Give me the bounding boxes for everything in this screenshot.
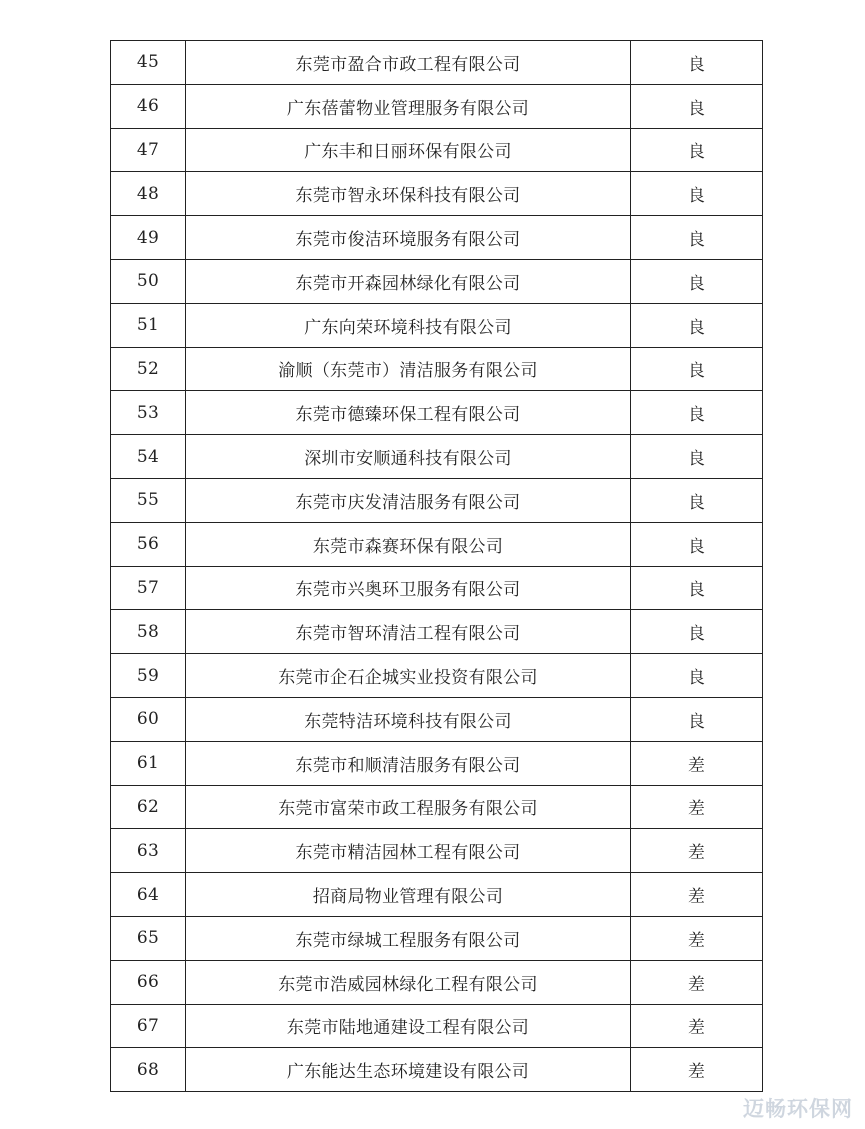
site-watermark: 迈畅环保网 — [743, 1097, 853, 1121]
row-number-cell: 49 — [111, 216, 186, 260]
table-row — [111, 347, 763, 391]
row-number-cell: 48 — [111, 172, 186, 216]
table-row — [111, 785, 763, 829]
company-name-cell: 广东蓓蕾物业管理服务有限公司 — [186, 84, 631, 128]
grade-cell: 良 — [631, 84, 763, 128]
table-row — [111, 960, 763, 1004]
grade-cell: 良 — [631, 697, 763, 741]
company-name-cell: 东莞市陆地通建设工程有限公司 — [186, 1004, 631, 1048]
company-name-cell: 东莞市企石企城实业投资有限公司 — [186, 654, 631, 698]
row-number-cell: 47 — [111, 128, 186, 172]
grade-cell: 良 — [631, 435, 763, 479]
row-number-cell: 50 — [111, 259, 186, 303]
grade-cell: 差 — [631, 785, 763, 829]
grade-cell: 差 — [631, 1048, 763, 1092]
row-number-cell: 61 — [111, 741, 186, 785]
row-number-cell: 63 — [111, 829, 186, 873]
table-row — [111, 522, 763, 566]
row-number-cell: 57 — [111, 566, 186, 610]
table-row — [111, 84, 763, 128]
table-row — [111, 216, 763, 260]
grade-cell: 良 — [631, 654, 763, 698]
table-row — [111, 41, 763, 85]
row-number-cell: 67 — [111, 1004, 186, 1048]
company-rating-table — [110, 40, 763, 1092]
document-page — [110, 40, 762, 1092]
company-name-cell: 东莞市智环清洁工程有限公司 — [186, 610, 631, 654]
grade-cell: 良 — [631, 259, 763, 303]
row-number-cell: 53 — [111, 391, 186, 435]
grade-cell: 良 — [631, 347, 763, 391]
row-number-cell: 52 — [111, 347, 186, 391]
table-row — [111, 654, 763, 698]
grade-cell: 差 — [631, 829, 763, 873]
row-number-cell: 64 — [111, 873, 186, 917]
company-name-cell: 东莞市浩威园林绿化工程有限公司 — [186, 960, 631, 1004]
table-row — [111, 478, 763, 522]
row-number-cell: 51 — [111, 303, 186, 347]
grade-cell: 差 — [631, 741, 763, 785]
row-number-cell: 62 — [111, 785, 186, 829]
row-number-cell: 65 — [111, 916, 186, 960]
row-number-cell: 54 — [111, 435, 186, 479]
table-row — [111, 1004, 763, 1048]
company-name-cell: 东莞市富荣市政工程服务有限公司 — [186, 785, 631, 829]
company-name-cell: 东莞市盈合市政工程有限公司 — [186, 41, 631, 85]
table-row — [111, 610, 763, 654]
company-name-cell: 深圳市安顺通科技有限公司 — [186, 435, 631, 479]
grade-cell: 良 — [631, 303, 763, 347]
company-name-cell: 东莞市德臻环保工程有限公司 — [186, 391, 631, 435]
company-name-cell: 东莞市庆发清洁服务有限公司 — [186, 478, 631, 522]
grade-cell: 良 — [631, 610, 763, 654]
company-name-cell: 广东丰和日丽环保有限公司 — [186, 128, 631, 172]
table-row — [111, 435, 763, 479]
table-row — [111, 128, 763, 172]
row-number-cell: 58 — [111, 610, 186, 654]
table-row — [111, 916, 763, 960]
company-name-cell: 东莞市绿城工程服务有限公司 — [186, 916, 631, 960]
company-name-cell: 招商局物业管理有限公司 — [186, 873, 631, 917]
company-name-cell: 东莞市智永环保科技有限公司 — [186, 172, 631, 216]
table-row — [111, 303, 763, 347]
grade-cell: 良 — [631, 216, 763, 260]
row-number-cell: 60 — [111, 697, 186, 741]
grade-cell: 差 — [631, 960, 763, 1004]
table-body — [111, 41, 763, 1092]
company-name-cell: 东莞市和顺清洁服务有限公司 — [186, 741, 631, 785]
row-number-cell: 45 — [111, 41, 186, 85]
table-row — [111, 1048, 763, 1092]
company-name-cell: 广东能达生态环境建设有限公司 — [186, 1048, 631, 1092]
row-number-cell: 66 — [111, 960, 186, 1004]
grade-cell: 差 — [631, 916, 763, 960]
grade-cell: 良 — [631, 522, 763, 566]
company-name-cell: 东莞市森赛环保有限公司 — [186, 522, 631, 566]
company-name-cell: 东莞市开森园林绿化有限公司 — [186, 259, 631, 303]
company-name-cell: 东莞市精洁园林工程有限公司 — [186, 829, 631, 873]
row-number-cell: 68 — [111, 1048, 186, 1092]
grade-cell: 良 — [631, 41, 763, 85]
row-number-cell: 56 — [111, 522, 186, 566]
grade-cell: 良 — [631, 566, 763, 610]
row-number-cell: 59 — [111, 654, 186, 698]
table-row — [111, 259, 763, 303]
table-row — [111, 829, 763, 873]
grade-cell: 良 — [631, 391, 763, 435]
table-row — [111, 873, 763, 917]
table-row — [111, 741, 763, 785]
grade-cell: 良 — [631, 128, 763, 172]
company-name-cell: 东莞市兴奥环卫服务有限公司 — [186, 566, 631, 610]
table-row — [111, 172, 763, 216]
company-name-cell: 渝顺（东莞市）清洁服务有限公司 — [186, 347, 631, 391]
grade-cell: 差 — [631, 873, 763, 917]
row-number-cell: 46 — [111, 84, 186, 128]
grade-cell: 良 — [631, 478, 763, 522]
table-row — [111, 391, 763, 435]
grade-cell: 良 — [631, 172, 763, 216]
row-number-cell: 55 — [111, 478, 186, 522]
table-row — [111, 566, 763, 610]
company-name-cell: 东莞市俊洁环境服务有限公司 — [186, 216, 631, 260]
grade-cell: 差 — [631, 1004, 763, 1048]
table-row — [111, 697, 763, 741]
company-name-cell: 广东向荣环境科技有限公司 — [186, 303, 631, 347]
company-name-cell: 东莞特洁环境科技有限公司 — [186, 697, 631, 741]
